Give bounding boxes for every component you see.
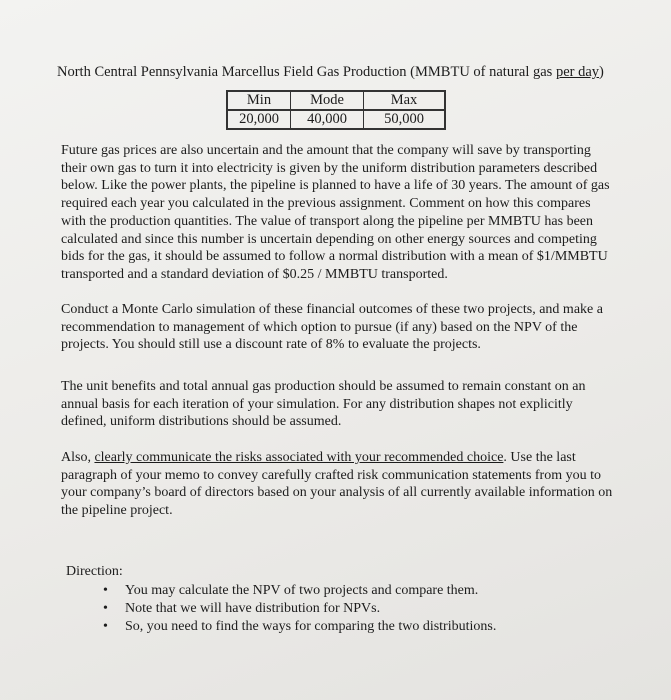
bullet-icon: • [103,601,108,616]
list-item-text: Note that we will have distribution for NPVs. [125,601,381,616]
bullet-icon: • [103,619,108,634]
list-item-text: So, you need to find the ways for comparing the two distributions. [125,619,497,634]
paragraph-risk-communication [61,449,616,520]
value-mode: 40,000 [291,110,364,129]
title-close: ) [599,64,604,80]
p4-prefix: Also, [61,450,95,465]
title-main: North Central Pennsylvania Marcellus Field Gas Production (MMBTU of natural gas [57,64,556,80]
list-item [103,582,496,600]
header-max: Max [364,91,446,110]
direction-list [103,582,496,636]
table-header-row [227,91,445,110]
bullet-icon: • [103,583,108,598]
document-title [57,64,657,81]
title-underlined: per day [555,64,600,80]
list-item [103,600,496,618]
paragraph-unit-benefits: The unit benefits and total annual gas production should be assumed to remain constant on an annual basis for each iteration of your simulation. For any distribution shapes not explicitly defined, uniform distributions should be assumed. [61,379,586,430]
header-mode: Mode [291,91,364,110]
table-value-row [227,110,445,129]
p4-rest: . Use the last paragraph of your memo to convey carefully crafted risk communication statements from you to your company’s board of directors based on your analysis of all currently available information on the pipeline project. [61,450,613,519]
paragraph-monte-carlo: Conduct a Monte Carlo simulation of these financial outcomes of these two projects, and make a recommendation to management of which option to pursue (if any) based on the NPV of the projects. You should still use a discount rate of 8% to evaluate the projects. [61,302,603,353]
list-item-text: You may calculate the NPV of two projects and compare them. [125,583,479,598]
value-min: 20,000 [227,110,291,129]
list-item [103,618,496,636]
value-max: 50,000 [364,110,446,129]
header-min: Min [227,91,291,110]
p4-underlined: clearly communicate the risks associated with your recommended choice [94,450,504,465]
direction-label: Direction: [66,564,123,579]
distribution-table [226,90,446,130]
paragraph-gas-prices: Future gas prices are also uncertain and the amount that the company will save by transporting their own gas to turn it into electricity is given by the uniform distribution parameters described below. Like the power plants, the pipeline is planned to have a life of 30 years. The amount of gas required each year you calculated in the previous assignment. Comment on how this compares with the production quantities. The value of transport along the pipeline per MMBTU has been calculated and since this number is uncertain depending on other energy sources and competing bids for the gas, it should be assumed to follow a normal distribution with a mean of $1/MMBTU transported and a standard deviation of $0.25 / MMBTU transported. [61,143,610,282]
